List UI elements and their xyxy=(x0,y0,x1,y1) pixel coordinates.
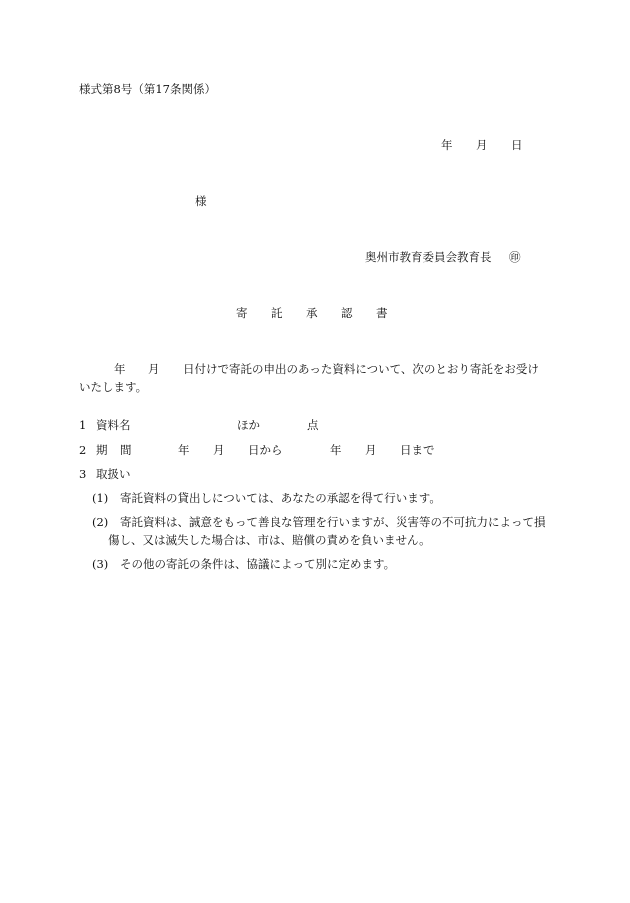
sub-item-3-number: (3) xyxy=(92,557,109,571)
title-char-3: 承 xyxy=(306,306,318,320)
sub-item-2-text-line2: 傷し、又は滅失した場合は、市は、賠償の責めを負いません。 xyxy=(108,533,431,547)
intro-year-label: 年 xyxy=(114,362,126,376)
sub-item-1-number: (1) xyxy=(92,491,109,505)
item-2-day-to: 日まで xyxy=(400,443,435,457)
item-2-month-to: 月 xyxy=(365,443,377,457)
intro-month-label: 月 xyxy=(148,362,160,376)
item-1-label: 資料名 xyxy=(96,418,131,432)
item-2-day-from: 日から xyxy=(248,443,283,457)
sub-item-2-text-line1: 寄託資料は、誠意をもって善良な管理を行いますが、災害等の不可抗力によって損 xyxy=(120,515,546,529)
item-1-unit: 点 xyxy=(307,418,319,432)
title-char-1: 寄 xyxy=(236,306,248,320)
date-day-label: 日 xyxy=(511,138,523,152)
sub-item-1-text: 寄託資料の貸出しについては、あなたの承認を得て行います。 xyxy=(120,491,441,505)
title-char-4: 認 xyxy=(341,306,353,320)
item-2-year-to: 年 xyxy=(330,443,342,457)
date-month-label: 月 xyxy=(476,138,488,152)
item-2-label-b: 間 xyxy=(120,443,132,457)
item-1-others: ほか xyxy=(237,418,260,432)
title-char-2: 託 xyxy=(271,306,283,320)
item-2-number: 2 xyxy=(79,443,87,457)
intro-text-line2: いたします。 xyxy=(79,380,148,394)
form-label: 様式第8号（第17条関係） xyxy=(79,82,216,96)
issuer-name: 奥州市教育委員会教育長 xyxy=(365,250,492,264)
item-1-number: 1 xyxy=(79,418,87,432)
item-3-label: 取扱い xyxy=(96,467,131,481)
title-char-5: 書 xyxy=(376,306,388,320)
item-2-month-from: 月 xyxy=(213,443,225,457)
sub-item-3-text: その他の寄託の条件は、協議によって別に定めます。 xyxy=(120,557,396,571)
sub-item-2-number: (2) xyxy=(92,515,109,529)
addressee-suffix: 様 xyxy=(195,194,207,208)
item-2-label-a: 期 xyxy=(96,443,108,457)
seal-mark: ㊞ xyxy=(509,250,521,264)
item-3-number: 3 xyxy=(79,467,87,481)
item-2-year-from: 年 xyxy=(178,443,190,457)
date-year-label: 年 xyxy=(441,138,453,152)
intro-text-line1: 日付けで寄託の申出のあった資料について、次のとおり寄託をお受け xyxy=(183,362,539,376)
